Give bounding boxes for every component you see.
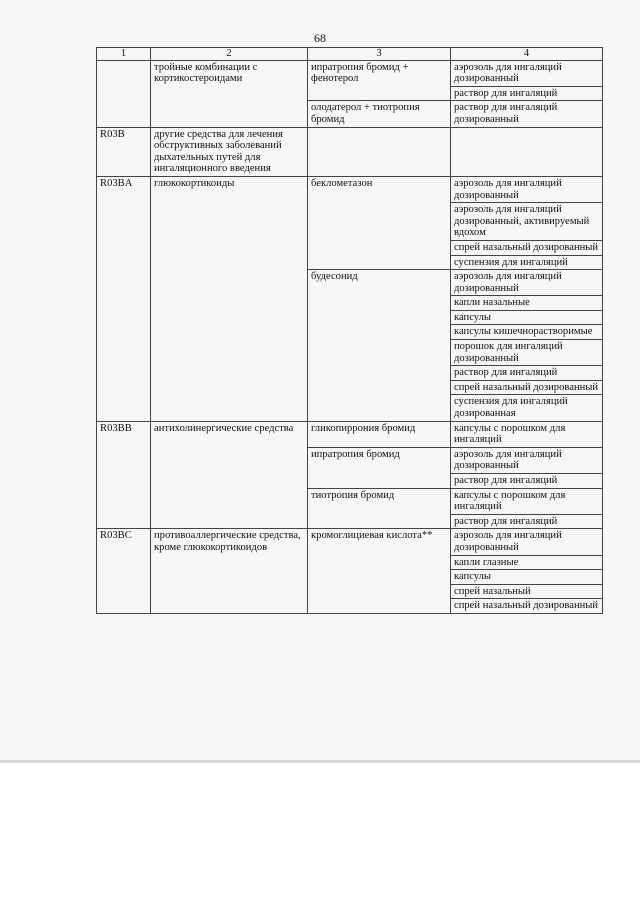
form-cell: аэрозоль для ингаляций дозированный, активируемый вдохом xyxy=(451,203,603,241)
group-cell: глюкокортикоиды xyxy=(151,176,308,421)
form-cell: капсулы xyxy=(451,310,603,325)
form-cell: аэрозоль для ингаляций дозированный xyxy=(451,60,603,86)
group-cell: противоаллергические средства, кроме глюкокортикоидов xyxy=(151,529,308,614)
form-cell: раствор для ингаляций xyxy=(451,474,603,489)
table-body xyxy=(97,60,603,613)
table-row xyxy=(97,421,603,447)
drug-cell: тиотропия бромид xyxy=(308,488,451,529)
form-cell: капсулы с порошком для ингаляций xyxy=(451,421,603,447)
drug-cell: беклометазон xyxy=(308,176,451,269)
table-row xyxy=(97,127,603,176)
form-cell: суспензия для ингаляций дозированная xyxy=(451,395,603,421)
form-cell: капсулы с порошком для ингаляций xyxy=(451,488,603,514)
drug-cell: гликопиррония бромид xyxy=(308,421,451,447)
form-cell: капсулы кишечнорастворимые xyxy=(451,325,603,340)
form-cell: спрей назальный дозированный xyxy=(451,240,603,255)
form-cell: капсулы xyxy=(451,570,603,585)
group-cell: антихолинергические средства xyxy=(151,421,308,529)
atc-code-cell: R03BC xyxy=(97,529,151,614)
form-cell: капли глазные xyxy=(451,555,603,570)
header-col-2: 2 xyxy=(151,48,308,61)
drug-cell: ипратропия бромид + фенотерол xyxy=(308,60,451,101)
drug-cell: будесонид xyxy=(308,270,451,422)
table-row xyxy=(97,529,603,555)
header-col-4: 4 xyxy=(451,48,603,61)
page-number: 68 xyxy=(314,31,326,45)
group-cell: другие средства для лечения обструктивных заболеваний дыхательных путей для ингаляционного введения xyxy=(151,127,308,176)
form-cell: спрей назальный дозированный xyxy=(451,380,603,395)
table-row xyxy=(97,176,603,202)
form-cell: суспензия для ингаляций xyxy=(451,255,603,270)
form-cell: аэрозоль для ингаляций дозированный xyxy=(451,447,603,473)
atc-code-cell xyxy=(97,60,151,127)
table-row xyxy=(97,60,603,86)
atc-code-cell: R03BB xyxy=(97,421,151,529)
drug-cell xyxy=(308,127,451,176)
form-cell: раствор для ингаляций дозированный xyxy=(451,101,603,127)
scan-edge xyxy=(0,760,640,763)
form-cell: раствор для ингаляций xyxy=(451,514,603,529)
medicine-table xyxy=(96,47,603,614)
form-cell: раствор для ингаляций xyxy=(451,366,603,381)
header-row xyxy=(97,48,603,61)
group-cell: тройные комбинации с кортикостероидами xyxy=(151,60,308,127)
form-cell: порошок для ингаляций дозированный xyxy=(451,340,603,366)
form-cell: капли назальные xyxy=(451,296,603,311)
form-cell: аэрозоль для ингаляций дозированный xyxy=(451,529,603,555)
drug-cell: ипратропия бромид xyxy=(308,447,451,488)
drug-cell: олодатерол + тиотропия бромид xyxy=(308,101,451,127)
form-cell: спрей назальный xyxy=(451,584,603,599)
atc-code-cell: R03B xyxy=(97,127,151,176)
header-col-1: 1 xyxy=(97,48,151,61)
form-cell: аэрозоль для ингаляций дозированный xyxy=(451,270,603,296)
form-cell xyxy=(451,127,603,176)
form-cell: спрей назальный дозированный xyxy=(451,599,603,614)
header-col-3: 3 xyxy=(308,48,451,61)
form-cell: раствор для ингаляций xyxy=(451,86,603,101)
drug-cell: кромоглициевая кислота** xyxy=(308,529,451,614)
form-cell: аэрозоль для ингаляций дозированный xyxy=(451,176,603,202)
atc-code-cell: R03BA xyxy=(97,176,151,421)
